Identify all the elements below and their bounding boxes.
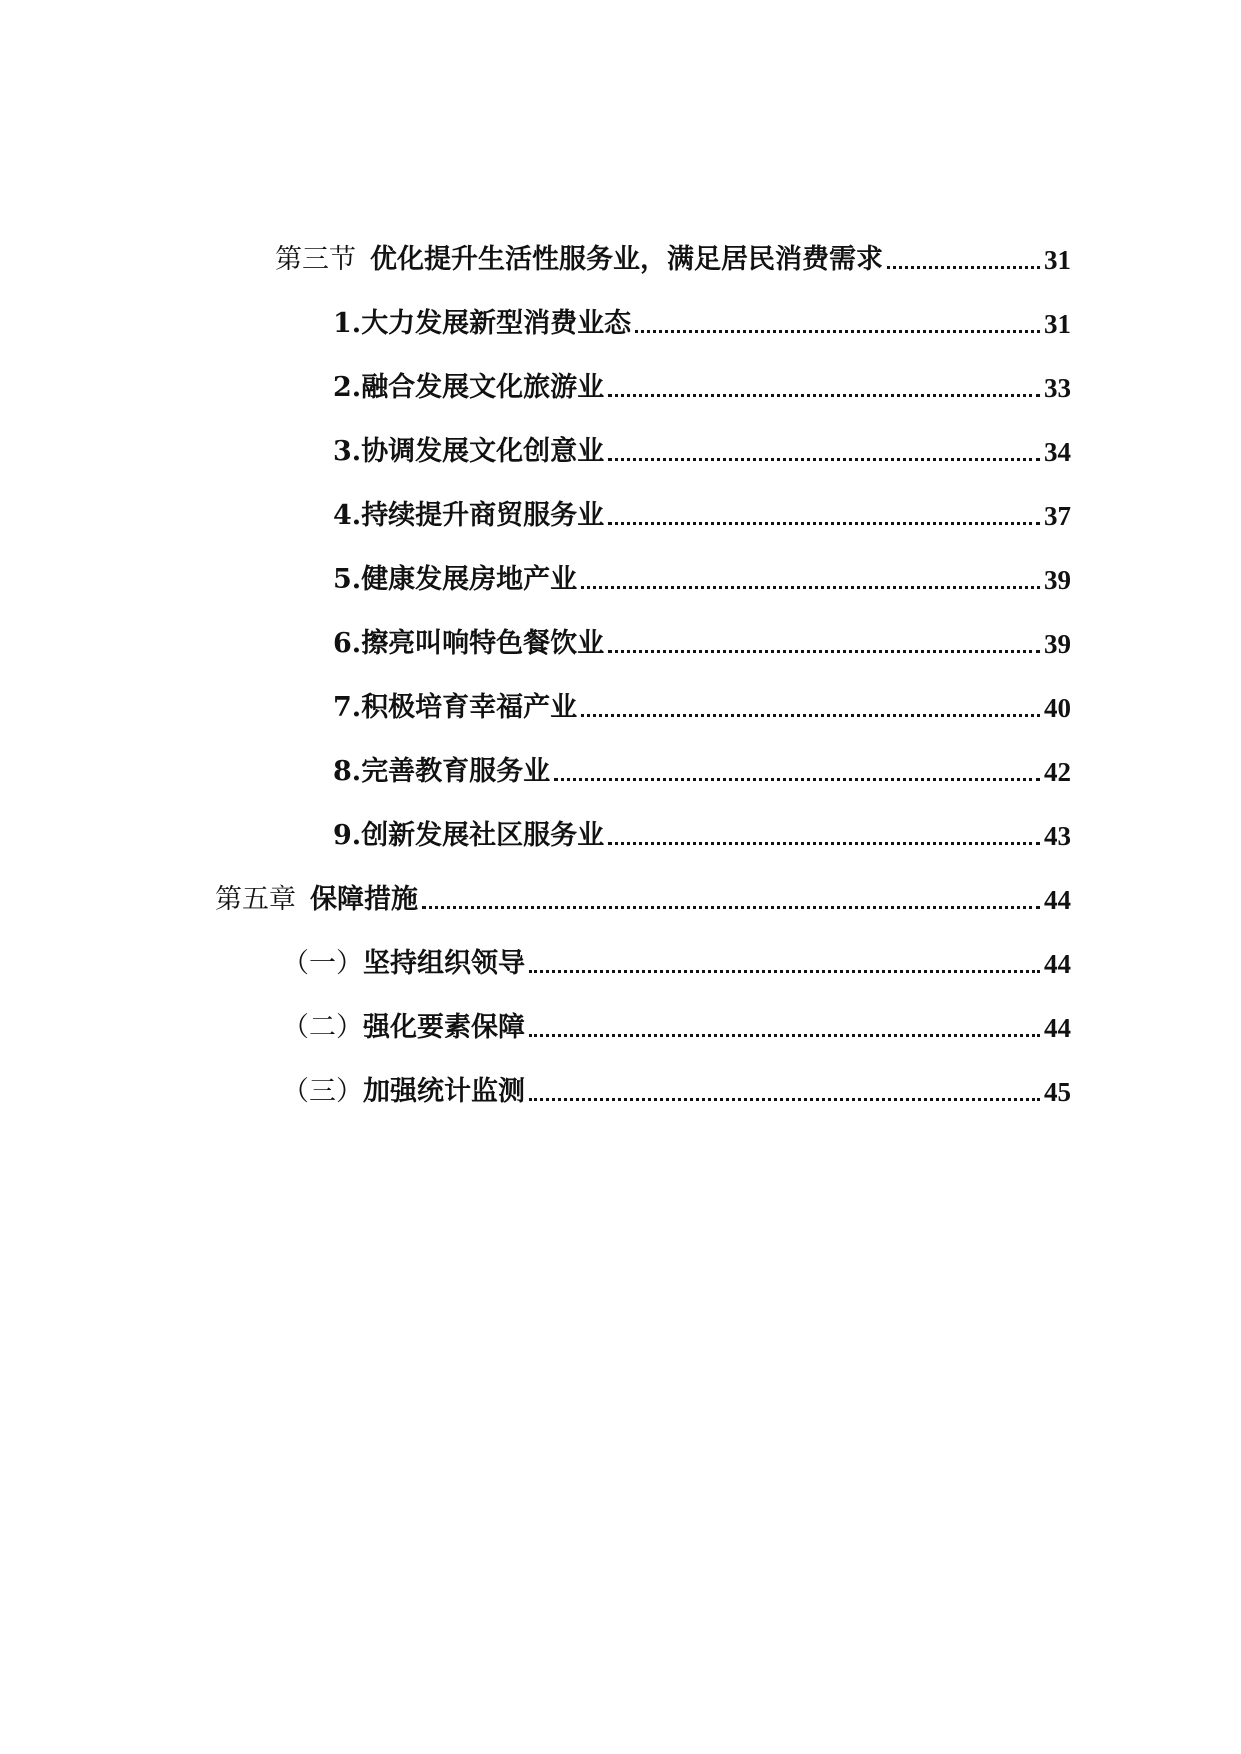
toc-page-number: 44	[1044, 949, 1071, 979]
toc-page-number: 43	[1044, 821, 1071, 851]
toc-entry-lead: 9.	[333, 820, 362, 851]
toc-entry-item-8[interactable]	[333, 752, 1071, 792]
toc-entry-lead: 4.	[333, 500, 362, 531]
toc-entry-title	[333, 368, 604, 408]
dot-leader	[554, 778, 1040, 781]
toc-entry-text: 强化要素保障	[363, 1012, 525, 1043]
toc-entry-text: 加强统计监测	[363, 1076, 525, 1107]
toc-entry-text: 创新发展社区服务业	[361, 820, 605, 851]
toc-entry-title	[333, 752, 550, 792]
toc-entry-lead: （一）	[282, 948, 363, 979]
toc-entry-sub-2[interactable]	[282, 1008, 1071, 1048]
dot-leader	[635, 330, 1040, 333]
dot-leader	[887, 266, 1040, 269]
toc-page-number: 44	[1044, 1013, 1071, 1043]
toc-entry-text: 积极培育幸福产业	[361, 692, 578, 723]
toc-entry-lead: 1.	[333, 308, 362, 339]
toc-page-number: 44	[1044, 885, 1071, 915]
toc-entry-lead: 5.	[333, 564, 362, 595]
toc-entry-text: 坚持组织领导	[363, 948, 525, 979]
toc-entry-item-2[interactable]	[333, 368, 1071, 408]
toc-entry-title	[215, 880, 418, 920]
dot-leader	[581, 714, 1040, 717]
toc-entry-item-7[interactable]	[333, 688, 1071, 728]
toc-page-number: 31	[1044, 309, 1071, 339]
toc-entry-item-5[interactable]	[333, 560, 1071, 600]
dot-leader	[608, 522, 1040, 525]
toc-entry-sub-3[interactable]	[282, 1072, 1071, 1112]
toc-entry-item-1[interactable]	[333, 304, 1071, 344]
dot-leader	[608, 842, 1040, 845]
toc-entry-title	[333, 816, 604, 856]
toc-entry-text: 协调发展文化创意业	[361, 436, 605, 467]
toc-entry-item-4[interactable]	[333, 496, 1071, 536]
toc-entry-text: 大力发展新型消费业态	[361, 308, 632, 339]
toc-entry-item-9[interactable]	[333, 816, 1071, 856]
dot-leader	[529, 1034, 1040, 1037]
toc-entry-title	[333, 304, 631, 344]
toc-entry-title	[333, 560, 577, 600]
dot-leader	[608, 394, 1040, 397]
toc-entry-item-3[interactable]	[333, 432, 1071, 472]
toc-entry-text: 保障措施	[310, 884, 418, 915]
toc-entry-sub-1[interactable]	[282, 944, 1071, 984]
toc-page-number: 31	[1044, 245, 1071, 275]
toc-entry-text: 持续提升商贸服务业	[361, 500, 605, 531]
toc-page-number: 40	[1044, 693, 1071, 723]
toc-entry-text: 擦亮叫响特色餐饮业	[361, 628, 605, 659]
toc-entry-item-6[interactable]	[333, 624, 1071, 664]
toc-entry-lead: 第三节	[275, 244, 356, 275]
toc-entry-title	[282, 1072, 525, 1112]
toc-entry-section-3[interactable]	[275, 240, 1071, 280]
toc-entry-title	[282, 1008, 525, 1048]
toc-page-number: 37	[1044, 501, 1071, 531]
dot-leader	[581, 586, 1040, 589]
toc-entry-lead: （二）	[282, 1012, 363, 1043]
toc-entry-title	[333, 432, 604, 472]
toc-entry-title	[282, 944, 525, 984]
toc-entry-lead: 第五章	[215, 884, 296, 915]
toc-entry-title	[333, 624, 604, 664]
toc-entry-title	[333, 688, 577, 728]
toc-entry-lead: （三）	[282, 1076, 363, 1107]
toc-entry-lead: 8.	[333, 756, 362, 787]
toc-page-number: 33	[1044, 373, 1071, 403]
dot-leader	[608, 650, 1040, 653]
toc-page-number: 39	[1044, 629, 1071, 659]
toc-entry-lead: 3.	[333, 436, 362, 467]
toc-entry-text: 融合发展文化旅游业	[361, 372, 605, 403]
toc-entry-chapter-5[interactable]	[215, 880, 1071, 920]
toc-page-number: 34	[1044, 437, 1071, 467]
dot-leader	[529, 1098, 1040, 1101]
toc-entry-text: 完善教育服务业	[361, 756, 551, 787]
toc-entry-text: 优化提升生活性服务业，满足居民消费需求	[370, 244, 883, 275]
toc-entry-lead: 6.	[333, 628, 362, 659]
dot-leader	[608, 458, 1040, 461]
toc-page-number: 39	[1044, 565, 1071, 595]
toc-entry-lead: 2.	[333, 372, 362, 403]
toc-entry-title	[333, 496, 604, 536]
toc-page-number: 42	[1044, 757, 1071, 787]
dot-leader	[529, 970, 1040, 973]
dot-leader	[422, 906, 1040, 909]
toc-entry-text: 健康发展房地产业	[361, 564, 578, 595]
toc-page-number: 45	[1044, 1077, 1071, 1107]
toc-entry-lead: 7.	[333, 692, 362, 723]
toc-entry-title	[275, 240, 883, 280]
